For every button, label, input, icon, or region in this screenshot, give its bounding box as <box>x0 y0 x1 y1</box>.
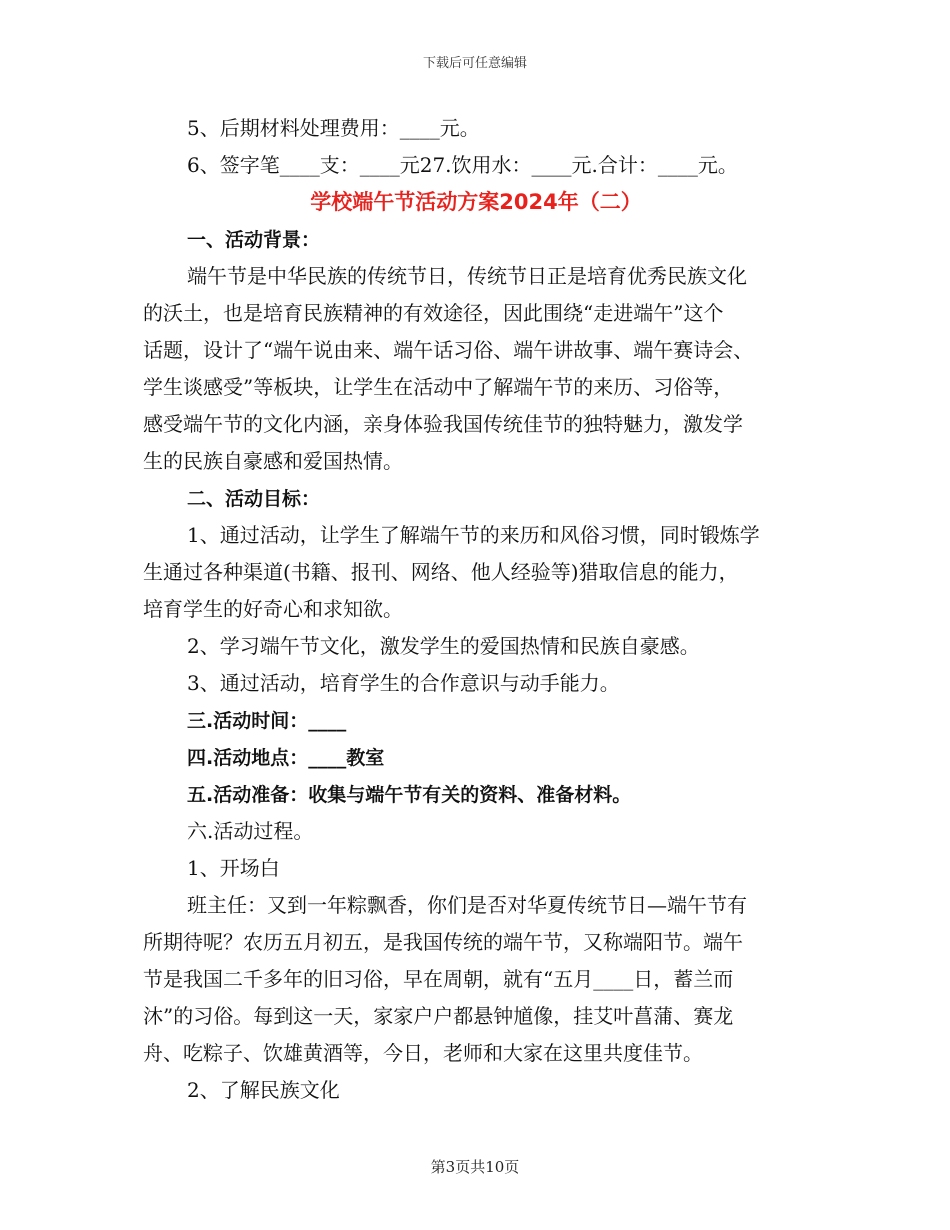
paragraph-line: 5、后期材料处理费用：____元。 <box>187 116 480 140</box>
page-footer: 第3页共10页 <box>430 1158 520 1176</box>
heading-text: 一、活动背景： <box>187 229 321 251</box>
section-heading <box>143 776 809 813</box>
document-body <box>143 110 809 1109</box>
paragraph-line: 生通过各种渠道(书籍、报刊、网络、他人经验等)猎取信息的能力， <box>143 560 739 584</box>
paragraph-line: 所期待呢？农历五月初五，是我国传统的端午节，又称端阳节。端午 <box>143 930 743 954</box>
paragraph-line: 生的民族自豪感和爱国热情。 <box>143 449 403 473</box>
paragraph-line: 6、签字笔____支：____元27.饮用水：____元.合计：____元。 <box>187 153 738 177</box>
heading-text: 二、活动目标： <box>187 488 321 510</box>
paragraph-line: 端午节是中华民族的传统节日，传统节日正是培育优秀民族文化 <box>187 264 747 288</box>
section-heading: 六.活动过程。 <box>187 819 314 843</box>
paragraph-line: 话题，设计了“端午说由来、端午话习俗、端午讲故事、端午赛诗会、 <box>143 338 754 362</box>
paragraph-line: 感受端午节的文化内涵，亲身体验我国传统佳节的独特魅力，激发学 <box>143 412 743 436</box>
page-header: 下载后可任意编辑 <box>422 56 527 71</box>
paragraph-line: 2、学习端午节文化，激发学生的爱国热情和民族自豪感。 <box>187 634 700 658</box>
paragraph-line: 沐”的习俗。每到这一天，家家户户都悬钟馗像，挂艾叶菖蒲、赛龙 <box>143 1004 734 1028</box>
section-heading <box>143 739 809 776</box>
paragraph-line: 1、开场白 <box>187 856 280 880</box>
paragraph-line: 1、通过活动，让学生了解端午节的来历和风俗习惯，同时锻炼学 <box>187 523 760 547</box>
heading-text: 五.活动准备：收集与端午节有关的资料、准备材料。 <box>187 784 632 806</box>
heading-text: 四.活动地点：____教室 <box>187 747 385 769</box>
paragraph-line: 学生谈感受”等板块，让学生在活动中了解端午节的来历、习俗等， <box>143 375 734 399</box>
paragraph-line: 的沃土，也是培育民族精神的有效途径，因此围绕“走进端午”这个 <box>143 301 724 325</box>
section-heading <box>143 702 809 739</box>
paragraph-line: 3、通过活动，培育学生的合作意识与动手能力。 <box>187 671 620 695</box>
section-title: 学校端午节活动方案2024年（二） <box>310 190 642 214</box>
section-heading <box>143 221 809 258</box>
paragraph-line: 舟、吃粽子、饮雄黄酒等，今日，老师和大家在这里共度佳节。 <box>143 1041 703 1065</box>
paragraph-line: 2、了解民族文化 <box>187 1078 340 1102</box>
heading-text: 三.活动时间：____ <box>187 710 347 732</box>
paragraph-line: 班主任：又到一年粽飘香，你们是否对华夏传统节日—端午节有 <box>187 893 747 917</box>
paragraph-line: 培育学生的好奇心和求知欲。 <box>143 597 403 621</box>
paragraph-line: 节是我国二千多年的旧习俗，早在周朝，就有“五月____日，蓄兰而 <box>143 967 734 991</box>
section-heading <box>143 480 809 517</box>
